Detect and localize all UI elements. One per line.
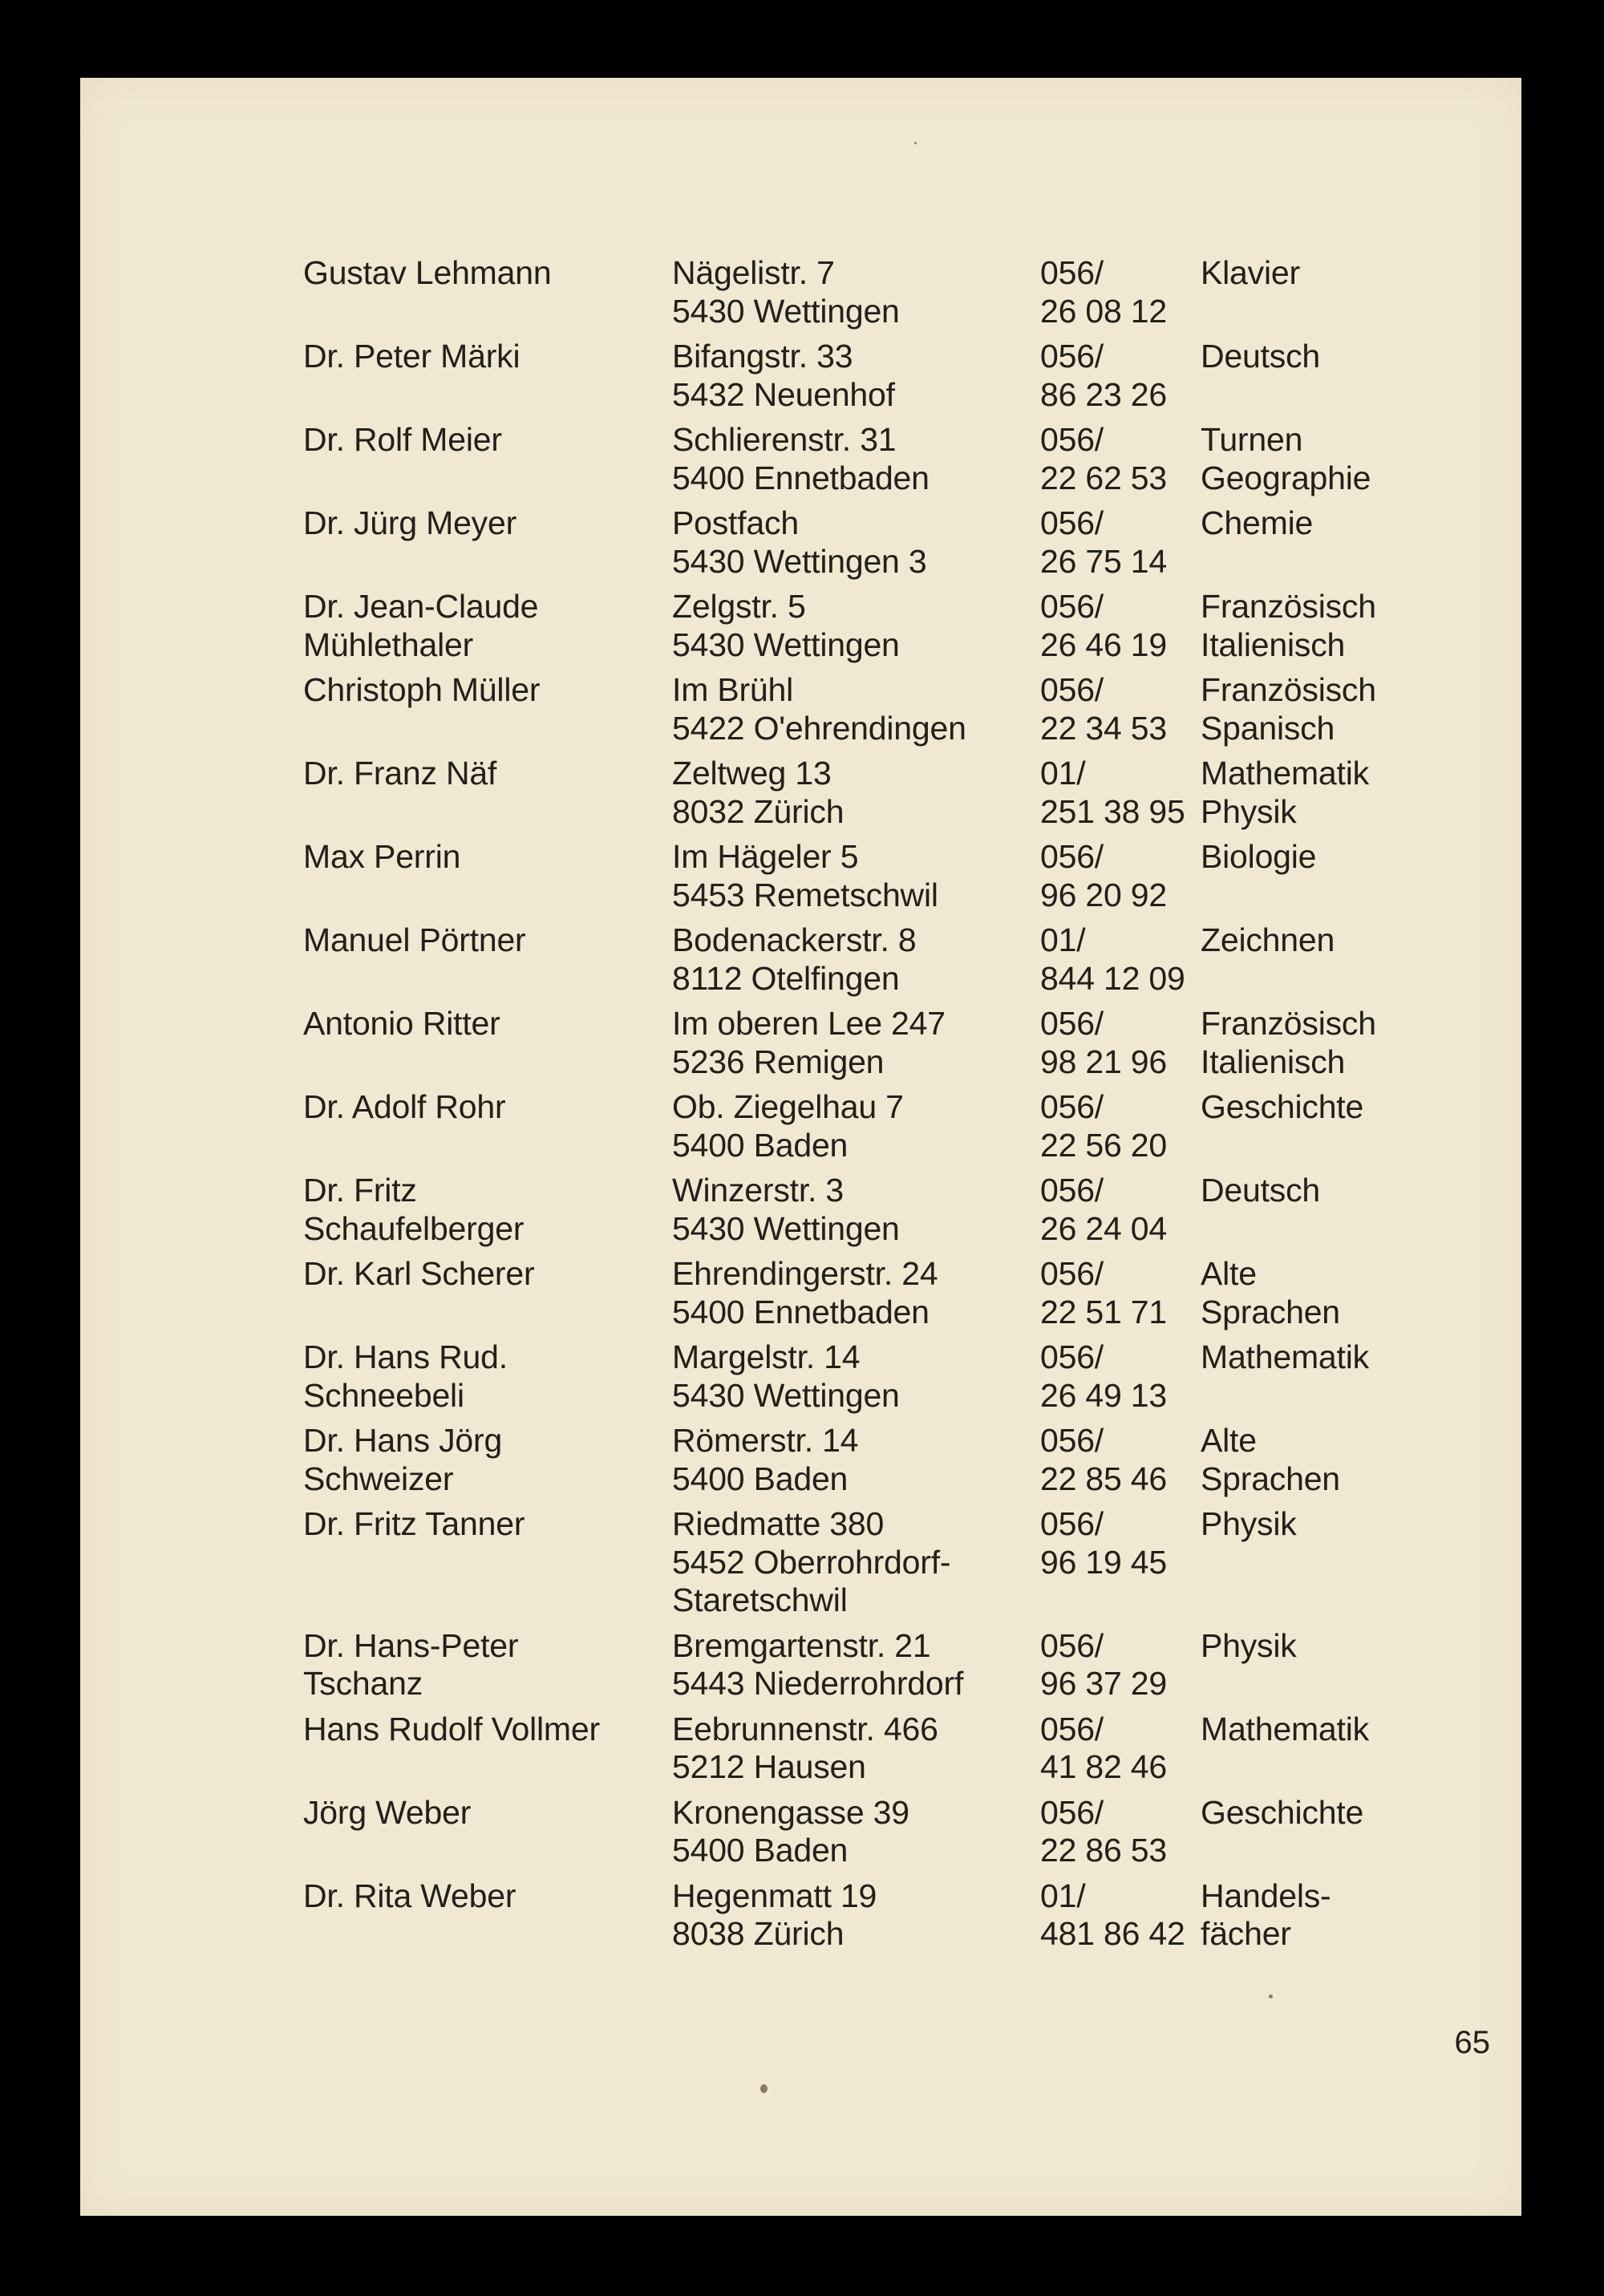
teacher-subjects-line: Spanisch [1201,709,1335,747]
teacher-name-line: Dr. Franz Näf [303,755,497,792]
directory-entry [303,1172,1506,1248]
teacher-name-line: Max Perrin [303,838,461,875]
teacher-address [672,921,1040,998]
teacher-phone [1040,1627,1201,1703]
teacher-address-line: 5422 O'ehrendingen [672,709,966,747]
teacher-address-line: 5453 Remetschwil [672,876,938,913]
teacher-name [303,1005,672,1043]
teacher-phone-line: 22 51 71 [1040,1293,1167,1330]
teacher-name [303,1172,672,1248]
teacher-name-line: Dr. Hans Rud. [303,1338,508,1375]
teacher-phone [1040,504,1201,581]
teacher-name-line: Hans Rudolf Vollmer [303,1710,600,1747]
directory-entry [303,921,1506,998]
teacher-phone-line: 056/ [1040,504,1104,541]
teacher-subjects [1201,338,1489,376]
teacher-phone [1040,1005,1201,1081]
teacher-subjects-line: Zeichnen [1201,921,1335,958]
teacher-phone [1040,1088,1201,1164]
teacher-subjects [1201,504,1489,543]
teacher-subjects-line: Mathematik [1201,755,1369,792]
directory-entry [303,755,1506,831]
teacher-address [672,1005,1040,1081]
teacher-subjects [1201,1255,1489,1331]
teacher-phone [1040,1711,1201,1787]
teacher-address-line: 5236 Remigen [672,1043,885,1080]
teacher-subjects-line: Geschichte [1201,1088,1364,1125]
teacher-address [672,1088,1040,1164]
teacher-subjects-line: Klavier [1201,254,1300,291]
teacher-subjects-line: Chemie [1201,504,1314,541]
teacher-name-line: Dr. Fritz [303,1172,417,1209]
teacher-phone-line: 056/ [1040,1005,1104,1042]
teacher-name [303,1711,672,1749]
document-page [80,78,1521,2216]
teacher-address-line: 5430 Wettingen [672,1376,900,1414]
teacher-phone-line: 26 49 13 [1040,1376,1167,1414]
teacher-phone-line: 26 46 19 [1040,626,1167,663]
teacher-phone-line: 22 34 53 [1040,709,1167,747]
teacher-phone [1040,421,1201,497]
teacher-address [672,1422,1040,1498]
teacher-phone-line: 056/ [1040,1255,1104,1292]
teacher-phone [1040,1172,1201,1248]
teacher-subjects-line: Alte [1201,1255,1257,1292]
teacher-phone [1040,838,1201,914]
teacher-phone-line: 056/ [1040,1172,1104,1209]
teacher-name-line: Gustav Lehmann [303,254,552,291]
teacher-address-line: 5430 Wettingen [672,1209,900,1247]
teacher-subjects [1201,1505,1489,1544]
teacher-subjects [1201,755,1489,831]
teacher-phone [1040,1422,1201,1498]
teacher-subjects [1201,1627,1489,1666]
teacher-subjects [1201,1711,1489,1749]
teacher-name-line: Dr. Hans-Peter [303,1626,519,1664]
teacher-name [303,1627,672,1703]
teacher-address-line: Riedmatte 380 [672,1505,885,1542]
teacher-address-line: 5212 Hausen [672,1748,866,1785]
directory-entry [303,1422,1506,1498]
teacher-address-line: 5400 Ennetbaden [672,459,930,496]
directory-entry [303,1255,1506,1331]
teacher-address [672,755,1040,831]
teacher-subjects-line: Handels- [1201,1877,1331,1914]
directory-entry [303,504,1506,581]
teacher-phone-line: 96 19 45 [1040,1543,1167,1581]
directory-entry [303,588,1506,664]
teacher-subjects [1201,1794,1489,1832]
teacher-name-line: Schweizer [303,1460,454,1497]
teacher-phone-line: 26 75 14 [1040,542,1167,580]
teacher-name [303,838,672,877]
teacher-subjects [1201,421,1489,497]
teacher-name [303,1088,672,1127]
teacher-directory [303,254,1506,1961]
teacher-subjects-line: Physik [1201,1505,1297,1542]
teacher-name [303,1422,672,1498]
teacher-name [303,504,672,543]
teacher-subjects-line: Mathematik [1201,1710,1369,1747]
teacher-name-line: Mühlethaler [303,626,474,663]
teacher-subjects-line: Sprachen [1201,1460,1340,1497]
teacher-phone-line: 22 62 53 [1040,459,1167,496]
teacher-name-line: Dr. Rolf Meier [303,421,502,458]
teacher-subjects [1201,1422,1489,1498]
teacher-address-line: Im Brühl [672,671,794,708]
teacher-address-line: 5400 Baden [672,1126,849,1164]
teacher-address [672,504,1040,581]
directory-entry [303,1338,1506,1415]
teacher-phone [1040,1877,1201,1954]
teacher-name [303,1505,672,1544]
teacher-phone-line: 26 08 12 [1040,292,1167,330]
teacher-subjects-line: fächer [1201,1915,1291,1952]
teacher-address [672,1338,1040,1415]
teacher-address [672,421,1040,497]
teacher-address-line: 5400 Baden [672,1832,849,1869]
teacher-subjects [1201,838,1489,877]
teacher-phone-line: 056/ [1040,838,1104,875]
teacher-phone-line: 056/ [1040,1422,1104,1459]
teacher-phone-line: 481 86 42 [1040,1915,1185,1952]
teacher-phone [1040,588,1201,664]
teacher-name [303,1255,672,1294]
page-number: 65 [1454,2025,1490,2060]
teacher-subjects-line: Biologie [1201,838,1317,875]
teacher-address-line: Staretschwil [672,1581,848,1618]
teacher-phone-line: 056/ [1040,1505,1104,1542]
teacher-name [303,1338,672,1415]
teacher-name [303,1794,672,1832]
teacher-address-line: Ob. Ziegelhau 7 [672,1088,904,1125]
teacher-address-line: 5430 Wettingen 3 [672,542,927,580]
teacher-subjects [1201,671,1489,747]
teacher-phone [1040,1255,1201,1331]
teacher-phone-line: 01/ [1040,755,1086,792]
teacher-subjects-line: Französisch [1201,671,1376,708]
teacher-subjects-line: Physik [1201,1626,1297,1664]
teacher-name-line: Tschanz [303,1665,423,1702]
teacher-address-line: Bifangstr. 33 [672,338,853,375]
teacher-phone-line: 056/ [1040,421,1104,458]
directory-entry [303,838,1506,914]
teacher-name-line: Christoph Müller [303,671,541,708]
teacher-subjects [1201,921,1489,960]
teacher-name-line: Dr. Jürg Meyer [303,504,517,541]
teacher-address-line: Zelgstr. 5 [672,588,806,625]
teacher-address [672,838,1040,914]
teacher-subjects-line: Italienisch [1201,1043,1346,1080]
teacher-phone-line: 01/ [1040,1877,1086,1914]
teacher-subjects-line: Geographie [1201,459,1371,496]
teacher-phone-line: 056/ [1040,1710,1104,1747]
teacher-phone-line: 98 21 96 [1040,1043,1167,1080]
teacher-phone-line: 86 23 26 [1040,375,1167,413]
teacher-address [672,671,1040,747]
teacher-name [303,588,672,664]
teacher-address-line: Winzerstr. 3 [672,1172,845,1209]
teacher-address-line: 5443 Niederrohrdorf [672,1665,964,1702]
teacher-phone-line: 22 56 20 [1040,1126,1167,1164]
teacher-name-line: Jörg Weber [303,1793,472,1831]
teacher-address-line: Ehrendingerstr. 24 [672,1255,938,1292]
teacher-phone-line: 22 86 53 [1040,1832,1167,1869]
teacher-address [672,1172,1040,1248]
teacher-subjects [1201,1088,1489,1127]
teacher-address-line: Bodenackerstr. 8 [672,921,917,958]
teacher-name-line: Dr. Fritz Tanner [303,1505,525,1542]
teacher-subjects [1201,1338,1489,1377]
teacher-subjects [1201,588,1489,664]
teacher-phone-line: 844 12 09 [1040,959,1185,997]
teacher-phone [1040,1505,1201,1581]
teacher-address-line: 5400 Baden [672,1460,849,1497]
teacher-address-line: 8032 Zürich [672,792,845,830]
teacher-phone [1040,671,1201,747]
teacher-address-line: Nägelistr. 7 [672,254,835,291]
directory-entry [303,1627,1506,1703]
teacher-subjects [1201,1005,1489,1081]
teacher-address [672,1877,1040,1954]
teacher-phone [1040,755,1201,831]
teacher-subjects-line: Physik [1201,792,1297,830]
teacher-address-line: Hegenmatt 19 [672,1877,877,1914]
teacher-phone-line: 056/ [1040,1088,1104,1125]
directory-entry [303,1711,1506,1787]
directory-entry [303,1005,1506,1081]
teacher-subjects-line: Französisch [1201,588,1376,625]
teacher-address-line: 5430 Wettingen [672,292,900,330]
teacher-address [672,338,1040,414]
teacher-name [303,1877,672,1916]
teacher-address [672,1505,1040,1620]
teacher-address [672,588,1040,664]
teacher-address-line: Zeltweg 13 [672,755,832,792]
teacher-name-line: Schaufelberger [303,1209,525,1247]
teacher-name [303,254,672,293]
paper-speck [760,2084,768,2093]
teacher-phone [1040,1338,1201,1415]
teacher-subjects-line: Deutsch [1201,1172,1321,1209]
teacher-address-line: Im Hägeler 5 [672,838,859,875]
teacher-address-line: Eebrunnenstr. 466 [672,1710,938,1747]
directory-entry [303,421,1506,497]
teacher-address [672,1255,1040,1331]
teacher-subjects-line: Geschichte [1201,1793,1364,1831]
teacher-subjects-line: Italienisch [1201,626,1346,663]
teacher-address-line: 5400 Ennetbaden [672,1293,930,1330]
teacher-subjects-line: Mathematik [1201,1338,1369,1375]
teacher-phone-line: 056/ [1040,338,1104,375]
directory-entry [303,1505,1506,1620]
teacher-name-line: Dr. Rita Weber [303,1877,516,1914]
teacher-name-line: Manuel Pörtner [303,921,526,958]
teacher-name [303,755,672,793]
teacher-subjects-line: Turnen [1201,421,1303,458]
teacher-address-line: 5432 Neuenhof [672,375,895,413]
teacher-address [672,254,1040,330]
teacher-phone-line: 01/ [1040,921,1086,958]
directory-entry [303,1794,1506,1870]
directory-entry [303,254,1506,330]
teacher-name-line: Dr. Peter Märki [303,338,520,375]
teacher-subjects [1201,1877,1489,1954]
teacher-subjects-line: Alte [1201,1422,1257,1459]
teacher-phone-line: 96 37 29 [1040,1665,1167,1702]
teacher-address-line: Im oberen Lee 247 [672,1005,946,1042]
teacher-address-line: Römerstr. 14 [672,1422,859,1459]
teacher-address-line: Postfach [672,504,799,541]
teacher-phone-line: 056/ [1040,254,1104,291]
teacher-phone-line: 22 85 46 [1040,1460,1167,1497]
teacher-name [303,921,672,960]
teacher-name-line: Schneebeli [303,1376,464,1414]
teacher-phone-line: 056/ [1040,671,1104,708]
teacher-name-line: Dr. Jean-Claude [303,588,539,625]
teacher-address-line: Margelstr. 14 [672,1338,861,1375]
teacher-address-line: 8038 Zürich [672,1915,845,1952]
teacher-phone-line: 056/ [1040,1626,1104,1664]
teacher-phone-line: 056/ [1040,1793,1104,1831]
teacher-phone [1040,338,1201,414]
teacher-name [303,671,672,710]
teacher-phone-line: 056/ [1040,588,1104,625]
teacher-phone-line: 26 24 04 [1040,1209,1167,1247]
teacher-address-line: Kronengasse 39 [672,1793,909,1831]
teacher-address-line: 5430 Wettingen [672,626,900,663]
teacher-address-line: Schlierenstr. 31 [672,421,897,458]
teacher-address [672,1627,1040,1703]
teacher-address-line: 5452 Oberrohrdorf- [672,1543,951,1581]
directory-entry [303,1088,1506,1164]
teacher-phone [1040,921,1201,998]
teacher-phone-line: 96 20 92 [1040,876,1167,913]
teacher-phone [1040,1794,1201,1870]
directory-entry [303,1877,1506,1954]
teacher-name-line: Dr. Karl Scherer [303,1255,535,1292]
teacher-name [303,421,672,460]
teacher-address [672,1711,1040,1787]
teacher-subjects-line: Deutsch [1201,338,1321,375]
teacher-subjects-line: Französisch [1201,1005,1376,1042]
teacher-subjects-line: Sprachen [1201,1293,1340,1330]
teacher-phone-line: 41 82 46 [1040,1748,1167,1785]
teacher-subjects [1201,254,1489,293]
paper-speck [914,142,917,144]
directory-entry [303,671,1506,747]
teacher-phone-line: 251 38 95 [1040,792,1185,830]
paper-speck [1269,1994,1273,1998]
teacher-phone-line: 056/ [1040,1338,1104,1375]
teacher-address [672,1794,1040,1870]
teacher-name-line: Antonio Ritter [303,1005,500,1042]
teacher-address-line: Bremgartenstr. 21 [672,1626,931,1664]
teacher-name [303,338,672,376]
teacher-address-line: 8112 Otelfingen [672,959,900,997]
teacher-phone [1040,254,1201,330]
directory-entry [303,338,1506,414]
teacher-name-line: Dr. Adolf Rohr [303,1088,506,1125]
teacher-name-line: Dr. Hans Jörg [303,1422,503,1459]
teacher-subjects [1201,1172,1489,1210]
